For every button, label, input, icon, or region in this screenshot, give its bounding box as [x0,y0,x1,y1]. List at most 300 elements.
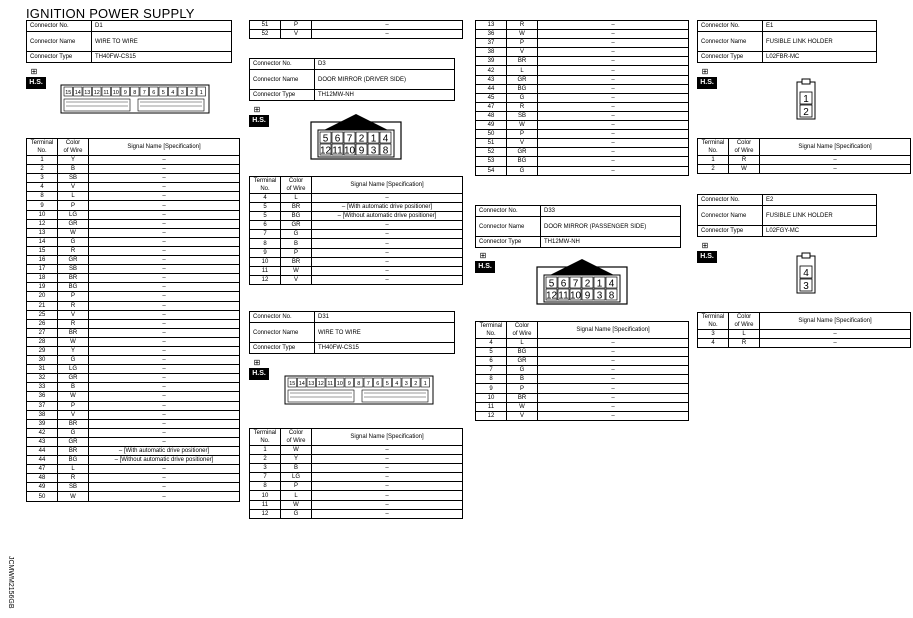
signal-name-cell: – [89,319,240,328]
signal-name-cell: – [538,30,689,39]
wire-color-cell: BR [507,57,538,66]
terminal-no-cell: 36 [476,30,507,39]
connector-no-value: D31 [315,312,455,323]
signal-name-cell: – [89,356,240,365]
wire-color-cell: L [281,491,312,500]
signal-name-cell: – [760,156,911,165]
wire-color-cell: GR [58,219,89,228]
signal-name-cell: – [538,357,689,366]
table-row [250,455,463,464]
table-row [476,21,689,30]
connector-header-d33: Connector No. D33 Connector Name DOOR MIRROR (PASSENGER SIDE) Connector Type TH12MW-NH [475,205,681,248]
terminal-no-cell: 29 [27,346,58,355]
terminal-no-cell: 2 [250,455,281,464]
wire-color-cell: W [281,500,312,509]
pin-label: 9 [123,90,127,96]
signal-name-cell: – [89,274,240,283]
signal-name-cell: – [760,165,911,174]
pin-label: 14 [298,381,305,387]
connector-no-value: E1 [763,21,877,32]
terminal-no-cell: 6 [250,221,281,230]
col-color: Color of Wire [281,177,312,194]
terminal-no-cell: 50 [27,492,58,501]
table-row [27,383,240,392]
terminal-no-cell: 5 [250,212,281,221]
pin-label: 3 [803,281,809,292]
terminal-table-e2 [697,312,911,348]
wire-color-cell: G [281,230,312,239]
pin-label: 7 [346,133,353,145]
wire-color-cell: G [507,166,538,175]
terminal-no-cell: 8 [27,192,58,201]
wire-color-cell: B [281,239,312,248]
table-row [250,221,463,230]
wire-color-cell: R [58,246,89,255]
table-row [27,392,240,401]
terminal-no-cell: 9 [27,201,58,210]
terminal-no-cell: 5 [250,203,281,212]
pin-label: 7 [366,381,370,387]
terminal-no-cell: 44 [27,456,58,465]
signal-name-cell: – [312,446,463,455]
terminal-no-cell: 14 [27,237,58,246]
col-terminal-no: Terminal No. [250,429,281,446]
pin-label: 11 [327,381,334,387]
terminal-no-cell: 12 [250,275,281,284]
col-color: Color of Wire [507,322,538,339]
table-row [698,156,911,165]
connector-face-e2 [796,252,816,299]
terminal-no-cell: 53 [476,157,507,166]
signal-name-cell: – [538,48,689,57]
terminal-no-cell: 37 [27,401,58,410]
signal-name-cell: – [312,473,463,482]
wire-color-cell: GR [507,148,538,157]
wire-color-cell: GR [58,256,89,265]
pin-label: 4 [803,268,809,279]
pin-label: 2 [414,381,418,387]
signal-name-cell: – [89,419,240,428]
table-row [27,183,240,192]
table-row [27,428,240,437]
pin-label: 4 [395,381,399,387]
pin-label: 10 [336,381,343,387]
wire-color-cell: SB [58,265,89,274]
table-row [27,283,240,292]
terminal-no-cell: 52 [476,148,507,157]
connector-header-e1: Connector No. E1 Connector Name FUSIBLE LINK HOLDER Connector Type L02FBR-MC [697,20,877,63]
pin-label: 1 [423,381,427,387]
table-row [27,465,240,474]
terminal-table-d3 [249,176,463,285]
terminal-no-cell: 9 [476,384,507,393]
col-terminal-no: Terminal No. [250,177,281,194]
connector-diagram [284,375,434,405]
col-signal: Signal Name [Specification] [538,322,689,339]
connector-diagram [536,257,628,305]
pin-label: 1 [596,278,603,290]
wire-color-cell: P [281,248,312,257]
table-row [250,30,463,39]
table-row [250,194,463,203]
connector-plug-icon: ⊞ [253,358,261,367]
signal-name-cell: – [538,130,689,139]
wire-color-cell: L [507,339,538,348]
connector-no-value: E2 [763,195,877,206]
signal-name-cell: – [89,192,240,201]
connector-plug-icon: ⊞ [701,241,709,250]
table-row [476,66,689,75]
terminal-no-cell: 4 [476,339,507,348]
terminal-no-cell: 50 [476,130,507,139]
table-row [476,357,689,366]
wire-color-cell: W [729,165,760,174]
signal-name-cell: – [89,292,240,301]
hs-icon: ⊞ H.S. [26,66,46,90]
col-color: Color of Wire [729,313,760,330]
table-row [27,156,240,165]
wire-color-cell: Y [58,346,89,355]
signal-name-cell: – [538,102,689,111]
table-row [250,212,463,221]
wire-color-cell: L [729,330,760,339]
table-row [27,210,240,219]
connector-face-d33 [536,257,628,310]
table-row [27,246,240,255]
wire-color-cell: W [507,30,538,39]
wire-color-cell: LG [58,210,89,219]
pin-label: 1 [803,94,809,105]
signal-name-cell: – [538,21,689,30]
table-row [476,139,689,148]
signal-name-cell: – [312,30,463,39]
signal-name-cell: – [538,121,689,130]
terminal-no-cell: 25 [27,310,58,319]
pin-label: 6 [376,381,380,387]
terminal-no-cell: 38 [476,48,507,57]
pin-label: 8 [382,145,389,157]
wire-color-cell: V [281,275,312,284]
table-row [476,348,689,357]
terminal-no-cell: 39 [27,419,58,428]
signal-name-cell: – [538,75,689,84]
signal-name-cell: – [89,365,240,374]
wire-color-cell: GR [507,75,538,84]
signal-name-cell: – [312,21,463,30]
pin-label: 9 [584,290,591,302]
signal-name-cell: – [538,375,689,384]
wire-color-cell: W [281,446,312,455]
wire-color-cell: SB [58,174,89,183]
terminal-no-cell: 1 [698,156,729,165]
pin-label: 3 [404,381,408,387]
table-row [476,93,689,102]
signal-name-cell: – [538,366,689,375]
table-row [250,239,463,248]
terminal-no-cell: 19 [27,283,58,292]
table-row [27,474,240,483]
signal-name-cell: – [312,239,463,248]
signal-name-cell: – [With automatic drive positioner] [312,203,463,212]
signal-name-cell: – [538,348,689,357]
signal-name-cell: – [89,283,240,292]
pin-label: 9 [347,381,351,387]
table-row [27,319,240,328]
table-row [476,148,689,157]
table-row [476,339,689,348]
table-row [250,21,463,30]
col-color: Color of Wire [281,429,312,446]
pin-label: 11 [332,145,343,157]
terminal-table-d1 [26,138,240,502]
terminal-no-cell: 12 [476,411,507,420]
terminal-no-cell: 48 [27,474,58,483]
col-signal: Signal Name [Specification] [760,313,911,330]
terminal-no-cell: 21 [27,301,58,310]
wire-color-cell: W [507,402,538,411]
pin-label: 3 [596,290,603,302]
signal-name-cell: – [538,139,689,148]
wire-color-cell: BG [58,283,89,292]
terminal-no-cell: 44 [27,447,58,456]
terminal-no-cell: 11 [250,500,281,509]
wire-color-cell: BG [58,456,89,465]
table-row [476,393,689,402]
col-signal: Signal Name [Specification] [312,429,463,446]
wire-color-cell: V [507,48,538,57]
wire-color-cell: B [58,383,89,392]
col-color: Color of Wire [58,139,89,156]
pin-label: 11 [103,90,110,96]
table-row [27,401,240,410]
wire-color-cell: V [58,310,89,319]
table-row [476,102,689,111]
terminal-no-cell: 18 [27,274,58,283]
wire-color-cell: G [58,428,89,437]
pin-label: 6 [560,278,567,290]
wire-color-cell: SB [58,483,89,492]
signal-name-cell: – [538,339,689,348]
terminal-no-cell: 12 [27,219,58,228]
wire-color-cell: BG [281,212,312,221]
connector-type-value: TH12MW-NH [315,90,455,101]
connector-header-e2: Connector No. E2 Connector Name FUSIBLE LINK HOLDER Connector Type L02FGY-MC [697,194,877,237]
table-row [27,301,240,310]
wire-color-cell: LG [58,365,89,374]
table-row [27,265,240,274]
terminal-no-cell: 2 [27,165,58,174]
table-row [476,384,689,393]
wire-color-cell: P [507,39,538,48]
table-row [476,402,689,411]
connector-diagram [796,78,816,120]
wire-color-cell: GR [281,221,312,230]
wire-color-cell: BG [507,157,538,166]
table-row [250,275,463,284]
col-terminal-no: Terminal No. [476,322,507,339]
signal-name-cell: – [538,393,689,402]
signal-name-cell: – [538,166,689,175]
pin-label: 10 [569,290,582,302]
table-row [476,366,689,375]
connector-type-value: L02FGY-MC [763,226,877,237]
signal-name-cell: – [312,275,463,284]
signal-name-cell: – [89,401,240,410]
wire-color-cell: G [58,356,89,365]
terminal-no-cell: 3 [698,330,729,339]
terminal-no-cell: 31 [27,365,58,374]
connector-diagram [310,112,402,160]
wire-color-cell: V [281,30,312,39]
pin-label: 4 [608,278,615,290]
signal-name-cell: – [312,248,463,257]
table-row [27,447,240,456]
signal-name-cell: – [89,174,240,183]
signal-name-cell: – [89,374,240,383]
table-row [250,266,463,275]
table-row [27,346,240,355]
connector-name-value: FUSIBLE LINK HOLDER [763,206,877,226]
terminal-no-cell: 45 [476,93,507,102]
terminal-no-cell: 11 [250,266,281,275]
pin-label: 7 [572,278,579,290]
pin-label: 9 [358,145,365,157]
pin-label: 2 [584,278,591,290]
table-row [250,230,463,239]
signal-name-cell: – [89,337,240,346]
terminal-no-cell: 26 [27,319,58,328]
wire-color-cell: BR [58,274,89,283]
signal-name-cell: – [89,165,240,174]
wire-color-cell: L [58,465,89,474]
terminal-no-cell: 5 [476,348,507,357]
table-row [27,237,240,246]
connector-diagram [60,84,210,114]
terminal-no-cell: 44 [476,84,507,93]
table-row [27,228,240,237]
terminal-no-cell: 3 [27,174,58,183]
terminal-no-cell: 12 [250,509,281,518]
wire-color-cell: L [507,66,538,75]
terminal-no-cell: 6 [476,357,507,366]
signal-name-cell: – [89,228,240,237]
wire-color-cell: BG [507,348,538,357]
terminal-no-cell: 43 [27,437,58,446]
table-row [250,473,463,482]
table-row [250,500,463,509]
terminal-no-cell: 16 [27,256,58,265]
table-row [250,491,463,500]
wire-color-cell: Y [281,455,312,464]
terminal-no-cell: 4 [27,183,58,192]
signal-name-cell: – [89,246,240,255]
connector-plug-icon: ⊞ [30,67,38,76]
signal-name-cell: – [With automatic drive positioner] [89,447,240,456]
signal-name-cell: – [312,455,463,464]
wire-color-cell: L [281,194,312,203]
signal-name-cell: – [89,210,240,219]
connector-no-value: D1 [92,21,232,32]
terminal-no-cell: 27 [27,328,58,337]
signal-name-cell: – [89,392,240,401]
pin-label: 5 [161,90,165,96]
wire-color-cell: R [729,339,760,348]
terminal-no-cell: 13 [476,21,507,30]
terminal-no-cell: 37 [476,39,507,48]
wire-color-cell: W [281,266,312,275]
pin-label: 15 [289,381,296,387]
table-row [250,509,463,518]
wire-color-cell: V [58,410,89,419]
table-row [27,256,240,265]
pin-label: 11 [558,290,569,302]
signal-name-cell: – [89,465,240,474]
signal-name-cell: – [538,402,689,411]
wire-color-cell: BR [507,393,538,402]
wire-color-cell: P [507,384,538,393]
wire-color-cell: P [58,201,89,210]
wire-color-cell: Y [58,156,89,165]
terminal-no-cell: 42 [27,428,58,437]
terminal-no-cell: 9 [250,248,281,257]
col-signal: Signal Name [Specification] [312,177,463,194]
signal-name-cell: – [538,411,689,420]
pin-label: 5 [385,381,389,387]
connector-no-value: D3 [315,59,455,70]
wire-color-cell: P [58,401,89,410]
signal-name-cell: – [89,156,240,165]
terminal-no-cell: 52 [250,30,281,39]
connector-plug-icon: ⊞ [253,105,261,114]
terminal-no-cell: 47 [27,465,58,474]
wire-color-cell: W [58,337,89,346]
signal-name-cell: – [312,266,463,275]
table-row [27,419,240,428]
pin-label: 10 [112,90,119,96]
signal-name-cell: – [89,328,240,337]
signal-name-cell: – [538,93,689,102]
hs-icon: ⊞ H.S. [697,66,717,90]
wire-color-cell: SB [507,111,538,120]
wire-color-cell: BG [507,84,538,93]
signal-name-cell: – [312,464,463,473]
pin-label: 2 [803,107,809,118]
terminal-no-cell: 43 [476,75,507,84]
col-terminal-no: Terminal No. [27,139,58,156]
pin-label: 12 [319,145,332,157]
terminal-no-cell: 17 [27,265,58,274]
table-row [250,257,463,266]
signal-name-cell: – [312,482,463,491]
hs-icon: ⊞ H.S. [249,357,269,381]
table-row [250,482,463,491]
pin-label: 8 [608,290,615,302]
table-row [250,446,463,455]
table-row [27,483,240,492]
signal-name-cell: – [312,500,463,509]
terminal-no-cell: 4 [698,339,729,348]
wire-color-cell: V [507,139,538,148]
wire-color-cell: R [58,319,89,328]
connector-no-value: D33 [541,206,681,217]
signal-name-cell: – [538,66,689,75]
terminal-table-e1 [697,138,911,174]
signal-name-cell: – [312,194,463,203]
signal-name-cell: – [538,111,689,120]
signal-name-cell: – [89,437,240,446]
table-row [476,75,689,84]
table-row [476,157,689,166]
